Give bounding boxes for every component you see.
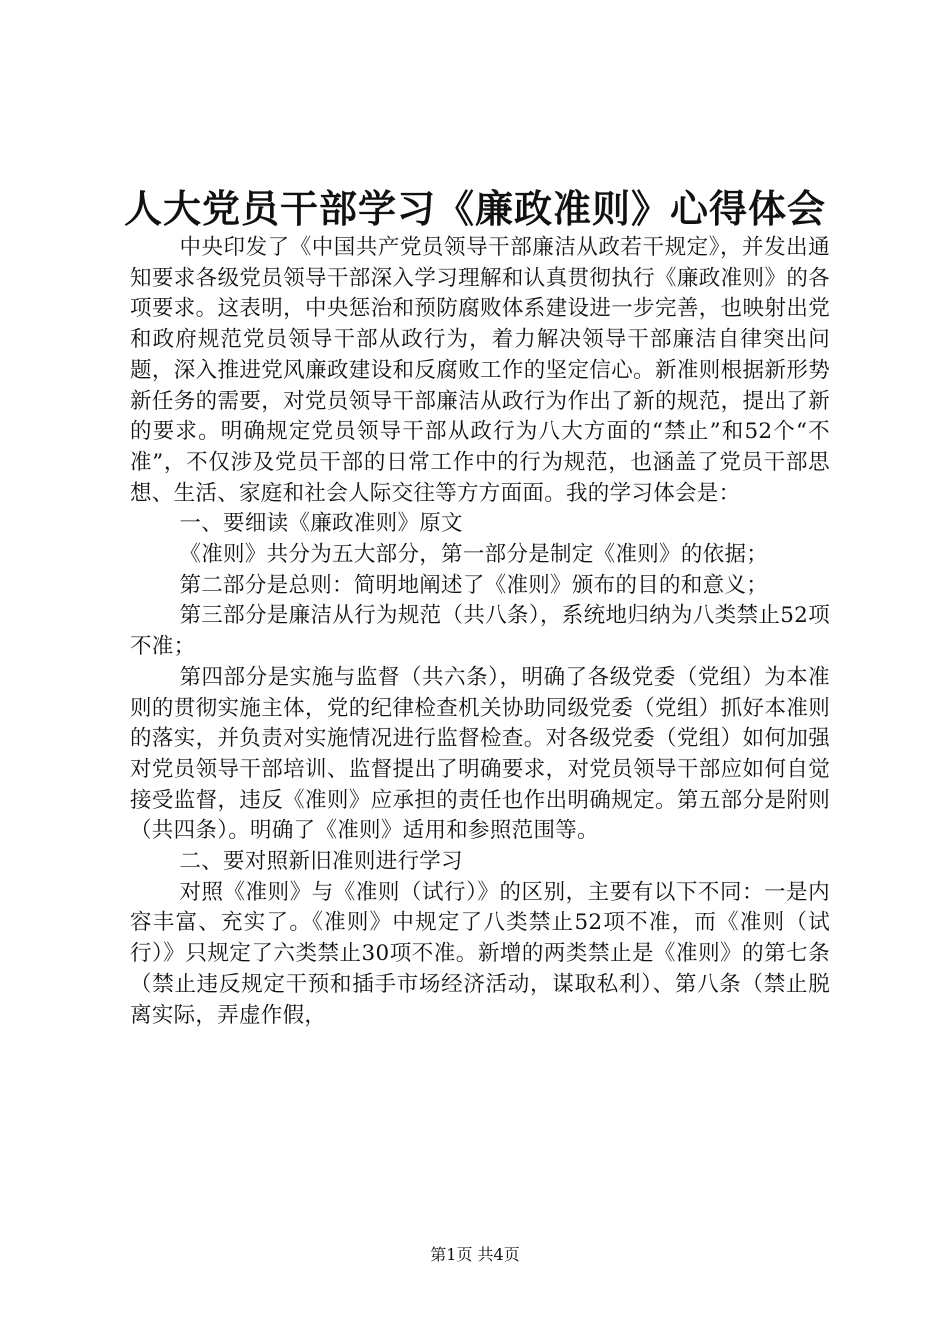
document-title: 人大党员干部学习《廉政准则》心得体会	[123, 186, 826, 231]
paragraph-intro: 中央印发了《中国共产党员领导干部廉洁从政若干规定》，并发出通知要求各级党员领导干部深入学习理解和认真贯彻执行《廉政准则》的各项要求。这表明，中央惩治和预防腐败体系建设进一步完善，也映射出党和政府规范党员领导干部从政行为，着力解决领导干部廉洁自律突出问题，深入推进党风廉政建设和反腐败工作的坚定信心。新准则根据新形势新任务的需要，对党员领导干部廉洁从政行为作出了新的规范，提出了新的要求。明确规定党员领导干部从政行为八大方面的“禁止”和52个“不准”，不仅涉及党员干部的日常工作中的行为规范，也涵盖了党员干部思想、生活、家庭和社会人际交往等方方面面。我的学习体会是：	[130, 235, 830, 506]
section-heading-1: 一、要细读《廉政准则》原文	[179, 511, 463, 537]
paragraph-part-3: 第三部分是廉洁从行为规范（共八条），系统地归纳为八类禁止52项不准；	[130, 603, 830, 660]
paragraph-part-4: 第四部分是实施与监督（共六条），明确了各级党委（党组）为本准则的贯彻实施主体，党的纪律检查机关协助同级党委（党组）抓好本准则的落实，并负责对实施情况进行监督检查。对各级党委（党组）如何加强对党员领导干部培训、监督提出了明确要求，对党员领导干部应如何自觉接受监督，违反《准则》应承担的责任也作出明确规定。第五部分是附则（共四条）。明确了《准则》适用和参照范围等。	[130, 664, 830, 844]
paragraph-part-1: 《准则》共分为五大部分，第一部分是制定《准则》的依据；	[179, 542, 769, 568]
document-body	[130, 233, 830, 1031]
paragraph-part-2: 第二部分是总则：简明地阐述了《准则》颁布的目的和意义；	[179, 572, 769, 598]
section-heading-2: 二、要对照新旧准则进行学习	[179, 849, 463, 875]
paragraph-comparison: 对照《准则》与《准则（试行）》的区别，主要有以下不同：一是内容丰富、充实了。《准则》中规定了八类禁止52项不准，而《准则（试行）》只规定了六类禁止30项不准。新增的两类禁止是《准则》的第七条（禁止违反规定干预和插手市场经济活动，谋取私利）、第八条（禁止脱离实际，弄虚作假，	[130, 879, 830, 1028]
page-footer: 第1页 共4页	[430, 1245, 520, 1264]
